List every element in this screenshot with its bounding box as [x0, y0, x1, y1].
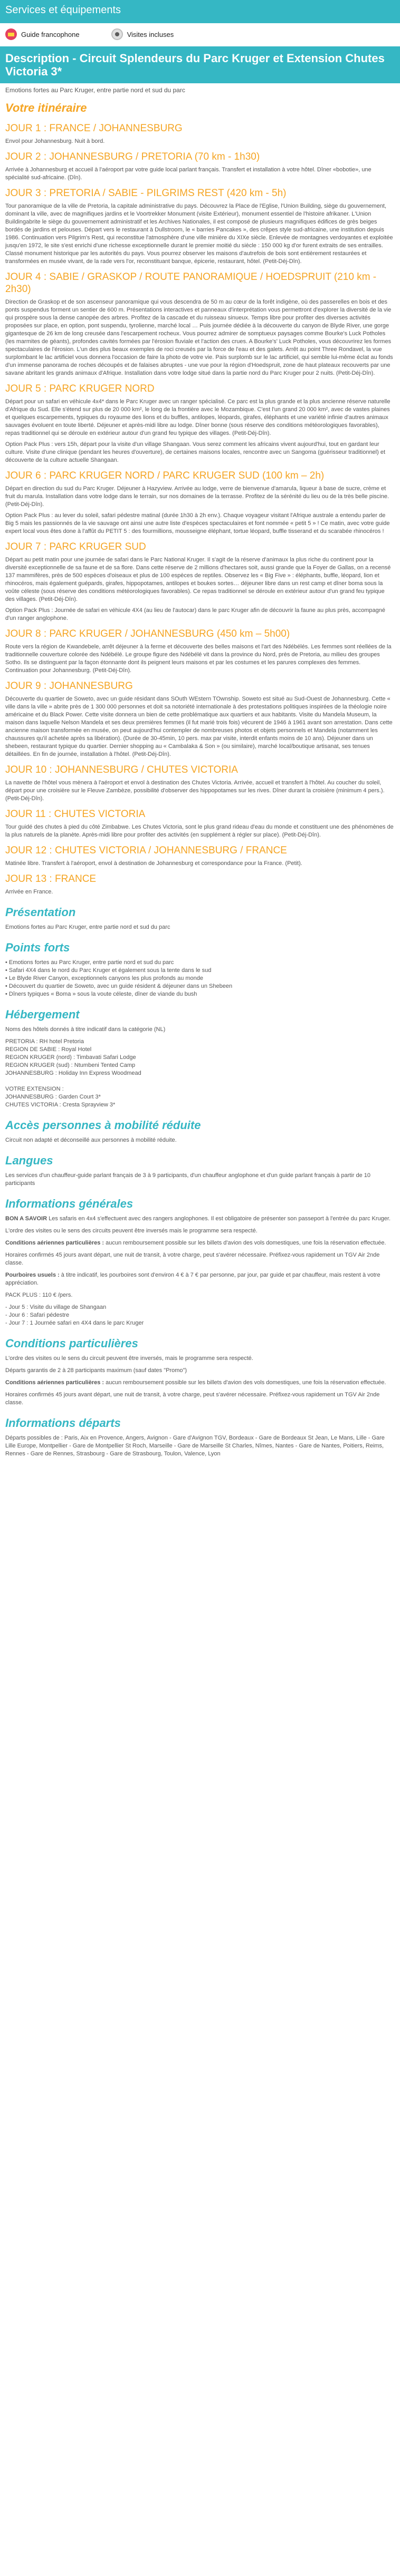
hotel-line: PRETORIA : RH hotel Pretoria [5, 1038, 84, 1045]
info-paragraph [5, 1271, 395, 1287]
info-paragraph [5, 1391, 395, 1407]
itinerary-day [0, 187, 400, 266]
day-title: JOUR 6 : PARC KRUGER NORD / PARC KRUGER SUD (100 km – 2h) [5, 470, 325, 481]
itinerary-day [0, 470, 400, 536]
info-paragraph [5, 1355, 395, 1363]
info-paragraph [5, 1215, 395, 1223]
langues-heading: Langues [5, 1154, 53, 1167]
infos-block [0, 1215, 400, 1327]
langues-text: Les services d'un chauffeur-guide parlant français de 3 à 9 participants, d'un chauffeur anglophone et d'un guide parlant français à partir de 10 participants [5, 1172, 371, 1187]
info-paragraph [5, 1291, 395, 1299]
itinerary-day [0, 628, 400, 675]
day-paragraph: Direction de Graskop et de son ascenseur panoramique qui vous descendra de 50 m au cœur de la forêt indigène, où des passerelles en bois et des ponts suspendus forment un sentier de 600 m. Présentations interactives et panneaux d'interprétation vous permettront d'explorer la diversité de la vie qui prospère sous la dense canopée des arbres. Profitez de la cascade et du ruisseau sinueux. Temps libre pour profiter des diverses activités proposées sur place, en option, pont suspendu, tyrolienne, marché local … Puis journée dédiée à la découverte du canyon de Blyde River, une gorge gigantesque de 26 km de long creusée dans l'escarpement rocheux. Vous pourrez admirer de somptueux paysages comme Bourke's Luck Potholes (les marmites de géants), profondes cavités formées par l'érosion fluviale et l'action des crues. A Bourke's' Luck Potholes, vous découvrirez les formes spectaculaires de l'érosion. L'un des plus beaux exemples de roci creusés par la force de l'eau et des galets. Arrêt au point Three Rondavel, la vue surplombant le lac artificiel vous donnera l'occasion de faire la photo de votre vie. Pais surplomb sur le lac artificiel, qui semble lui-même éclat au fonds d'un immense panorama de roches découpés et de falaises abruptes - une vue pour la région d'Hoedspruit, zone de haut plateaux recouverts par une savane abritant les grands animaux d'Afrique. Installation dans votre lodge situé dans la partie nord du Parc Kruger pour 2 nuits. (Petit-Déj-Dîn). [5, 299, 393, 376]
services-list [0, 23, 400, 46]
points-forts-list [0, 959, 400, 998]
infos-heading: Informations générales [5, 1197, 134, 1210]
day-title: JOUR 12 : CHUTES VICTORIA / JOHANNESBURG / FRANCE [5, 845, 287, 856]
itinerary-day [0, 151, 400, 182]
info-text: aucun remboursement possible sur les billets d'avion des vols domestiques, une fois la réservation effectuée. [106, 1240, 386, 1246]
hotel-line: JOHANNESBURG : Garden Court 3* [5, 1094, 101, 1100]
day-paragraph: Départ pour un safari en véhicule 4x4* dans le Parc Kruger avec un ranger spécialisé. Ce parc est la plus grande et la plus ancienne réserve naturelle d'Afrique du Sud. Elle s'étend sur plus de 20 000 km², le long de la frontière avec le Mozambique. C'est l'un grand 20 000 km², avec de vastes plaines et quelques escarpements, typiques du royaume des lions et du buffles, antilopes, léopards, girafes, éléphants et une variété infinie d'autres animaux sauvages évoluent en toute liberté. Déjeuner et après-midi libre au lodge. Dîner bonne (sous réserve des conditions météorologiques favorables), repas traditionnel qui se déroule en extérieur autour d'un grand feu typique des villages. (Petit-Déj-Dîn). [5, 398, 391, 436]
day-title: JOUR 5 : PARC KRUGER NORD [5, 383, 155, 394]
departs-text: Départs possibles de : Paris, Aix en Provence, Angers, Avignon - Gare d'Avignon TGV, Bordeaux - Gare de Bordeaux St Jean, Le Mans, Lille - Gare Lille Europe, Montpellier - Gare de Montpellier St Roch, Marseille - Gare de Marseille St Charles, Nîmes, Nantes - Gare de Nantes, Poitiers, Reims, Rennes - Gare de Rennes, Strasbourg - Gare de Strasbourg, Toulon, Valence, Lyon [5, 1435, 385, 1457]
info-text: Les safaris en 4x4 s'effectuent avec des rangers anglophones. Il est obligatoire de présenter son passeport à l'entrée du parc Kruger. [49, 1216, 391, 1222]
info-text: PACK PLUS : 110 € /pers. [5, 1292, 73, 1298]
day-paragraph: Arrivée à Johannesburg et accueil à l'aéroport par votre guide local parlant français. Transfert et installation à votre hôtel. Dîner «bobotie», une spécialité sud-africaine. (Dîn). [5, 167, 372, 181]
day-title: JOUR 3 : PRETORIA / SABIE - PILGRIMS REST (420 km - 5h) [5, 188, 287, 199]
services-banner: Services et équipements [0, 0, 400, 23]
list-item: • Le Blyde River Canyon, exceptionnels canyons les plus profonds au monde [5, 975, 395, 983]
itinerary-day [0, 271, 400, 377]
info-label: BON A SAVOIR [5, 1216, 47, 1222]
day-paragraph: Départ en direction du sud du Parc Kruger. Déjeuner à Hazyview. Arrivée au lodge, verre de bienvenue d'amarula, liqueur à base de sucre, crème et fruit du marula. Installation dans votre lodge dans le terrain, sur nos domaines de la terrasse. Profitez de la sérénité du lieu ou de la très belle piscine. (Petit-Déj-Dîn). [5, 485, 389, 508]
list-item: • Découvert du quartier de Soweto, avec un guide résident & déjeuner dans un Shebeen [5, 983, 395, 990]
info-text: L'ordre des visites ou le sens des circuits peuvent être inversés mais le programme sera respecté. [5, 1228, 258, 1234]
hotel-line: CHUTES VICTORIA : Cresta Sprayview 3* [5, 1102, 116, 1108]
day-title: JOUR 1 : FRANCE / JOHANNESBURG [5, 123, 183, 134]
presentation-heading: Présentation [5, 906, 76, 919]
service-visits-label: Visites incluses [127, 30, 174, 38]
info-paragraph [5, 1239, 395, 1247]
hebergement-lines [5, 1038, 395, 1109]
day-title: JOUR 2 : JOHANNESBURG / PRETORIA (70 km - 1h30) [5, 151, 260, 162]
itinerary-day [0, 680, 400, 759]
mobilite-heading: Accès personnes à mobilité réduite [5, 1119, 201, 1132]
visits-icon [111, 28, 123, 40]
hotel-line: REGION KRUGER (sud) : Ntumbeni Tented Camp [5, 1062, 136, 1068]
info-text: à titre indicatif, les pourboires sont d'environ 4 € à 7 € par personne, par jour, par guide et par chauffeur, mais restent à votre appréciation. [5, 1272, 380, 1286]
hotel-line: VOTRE EXTENSION : [5, 1086, 64, 1092]
hebergement-intro: Noms des hôtels donnés à titre indicatif dans la catégorie (NL) [5, 1026, 166, 1033]
list-item: • Emotions fortes au Parc Kruger, entre partie nord et sud du parc [5, 959, 395, 967]
day-paragraph: Matinée libre. Transfert à l'aéroport, envol à destination de Johannesburg et correspondance pour la France. (Petit). [5, 860, 302, 867]
info-label: Conditions aériennes particulières : [5, 1379, 104, 1386]
itinerary-day [0, 541, 400, 623]
points-forts-heading: Points forts [5, 941, 70, 954]
info-paragraph [5, 1251, 395, 1267]
service-visits [111, 28, 174, 40]
day-paragraph: Arrivée en France. [5, 889, 53, 895]
info-text: - Jour 5 : Visite du village de Shangaan - Jour 6 : Safari pédestre - Jour 7 : 1 Journée safari en 4X4 dans le parc Kruger [5, 1304, 144, 1326]
day-paragraph: La navette de l'hôtel vous mènera à l'aéroport et envol à destination des Chutes Victoria. Arrivée, accueil et transfert à l'hôtel. Au coucher du soleil, départ pour une croisière sur le Fleuve Zambèze, possibilité d'observer des hippopotames sur les rives. Dîner durant la croisière (minimum 4 pers.). (Petit-Déj-Dîn). [5, 780, 385, 802]
guide-icon [5, 28, 17, 40]
day-paragraph: Route vers la région de Kwandebele, arrêt déjeuner à la ferme et découverte des belles maisons et l'art des Ndébélés. Les femmes sont réellées de la traditionnelle couverture colorée des Ndébélé. Le groupe figure des Ndébélé vit dans la province du Nord, près de Pretoria, au milieu des groupes Sotho. Ils se distinguent par la façon étonnante dont ils peignent leurs maisons et par les costumes et les parures complexes des femmes. Continuation pour Johannesburg. (Petit-Déj-Dîn). [5, 644, 392, 674]
itinerary-day [0, 122, 400, 145]
conditions-block [0, 1355, 400, 1407]
itinerary-day [0, 764, 400, 803]
info-paragraph [5, 1227, 395, 1235]
itinerary-heading: Votre itinéraire [5, 101, 87, 114]
day-title: JOUR 13 : FRANCE [5, 873, 97, 884]
conditions-heading: Conditions particulières [5, 1337, 138, 1350]
day-paragraph: Découverte du quartier de Soweto, avec un guide résidant dans SOuth WEstern TOwnship. Soweto est situé au Sud-Ouest de Johannesburg. Cette « ville dans la ville » abrite près de 1 300 000 personnes et doit sa notoriété internationale à des protestations politiques inspirées de la théologie noire américaine et du Black Power. Cette visite donnera un bien de cette problématique aux quartiers et aux habitants. Visite du Mandela Museum, la maison dans laquelle Nelson Mandela et ses deux premières femmes (il fut marié trois fois) vécurent de 1946 à 1961 avant son arrestation. Dans cette ancienne maison transformée en musée, on peut aujourd'hui contempler de nombreuses photos et objets personnels et Mandela (notamment les chaussures qu'il achetée après sa libération). (Durée de 30-45min, 10 pers. max par visite, interdit enfants moins de 10 ans). Déjeuner dans un shebeen, restaurant typique du quartier. Dernier shopping au « Cambalaka & Son » (ou similaire), marché local/boutique artisanat, ses tenues détaillées. En fin de journée, installation à l'hôtel. (Petit-Déj-Dîn). [5, 696, 393, 757]
info-paragraph [5, 1304, 395, 1327]
hotel-line: JOHANNESBURG : Holiday Inn Express Woodmead [5, 1070, 141, 1076]
day-paragraph: Tour guidé des chutes à pied du côté Zimbabwe. Les Chutes Victoria, sont le plus grand rideau d'eau du monde et constituent une des phénomènes de la plus naturels de la planète. Après-midi libre pour profiter des activités (en supplément à régler sur place). (Petit-Déj-Dîn). [5, 824, 394, 838]
day-paragraph: Option Pack Plus : vers 15h, départ pour la visite d'un village Shangaan. Vous serez comment les africains vivent aujourd'hui, tout en gardant leur culture. Visite d'une clinique (pendant les heures d'ouverture), de certaines maisons locales, rencontre avec un Sangoma (guérisseur traditionnel) et découverte de la culture actuelle Shangaan. [5, 441, 386, 463]
list-item: • Dîners typiques « Boma » sous la voute céleste, dîner de viande du bush [5, 990, 395, 998]
info-text: Horaires confirmés 45 jours avant départ, une nuit de transit, à votre charge, peut s'avérer nécessaire. Préfixez-vous rapidement un TGV Air 2nde classe. [5, 1392, 380, 1406]
day-title: JOUR 7 : PARC KRUGER SUD [5, 541, 146, 552]
day-title: JOUR 9 : JOHANNESBURG [5, 681, 133, 692]
day-paragraph: Option Pack Plus : au lever du soleil, safari pédestre matinal (durée 1h30 à 2h env.). Chaque voyageur visitant l'Afrique australe a entendu parler de Big 5 mais les passionnés de la vie sauvage ont ainsi une autre liste d'espèces spectaculaires et font nommée « petit 5 » ! Ce matin, avec votre guide expert local vous êtes done à l'affût du PETIT 5 : des fourmillions, mousseigne éléphant, tortue léopard, buffle tisserand et du scarabée rhinocéros ! [5, 512, 390, 534]
info-text: Départs garantis de 2 à 28 participants maximum (sauf dates "Promo") [5, 1367, 187, 1374]
day-paragraph: Tour panoramique de la ville de Pretoria, la capitale administrative du pays. Découvrez la Place de l'Eglise, l'Union Building, siège du gouvernement, dominant la ville, avec de magnifiques jardins et le Voortrekker Monument (visite Extérieur), monument essentiel de l'histoire afrikaner. L'Union Buildingabrite le siège du gouvernement administratif et les Archives Nationales, il est composé de plusieurs magnifiques édifices de grès beiges bordés de jardins et pelouses. Départ vers le restaurant à Dullstroom, le « barries Pancakes », des crêpes style sud-africaine, une institution depuis 1986. Continuation vers Pilgrim's Rest, qui reconstitue l'atmosphère d'une ville minière du XIXe siècle. Enlevée de montagnes verdoyantes et exploitée jusqu'en 1972, le site s'est enrichi d'une richesse exceptionnelle durant le premier moitié du siècle : 150 000 kg d'or furent extraits de ses entrailles. Classé monument historique par les autorités du pays. Vous pourrez observer les maisons d'autrefois de bois sont entièrement restaurées et transformées en musée vivant, de la rade vers l'or, reconstituant banque, épicerie, restaurant, hôtel. (Petit-Déj-Dîn). [5, 203, 393, 265]
description-title: Description - Circuit Splendeurs du Parc Kruger et Extension Chutes Victoria 3* [0, 46, 400, 83]
service-guide [5, 28, 80, 40]
day-title: JOUR 11 : CHUTES VICTORIA [5, 809, 146, 820]
departs-heading: Informations départs [5, 1416, 121, 1430]
info-text: Horaires confirmés 45 jours avant départ, une nuit de transit, à votre charge, peut s'avérer nécessaire. Préfixez-vous rapidement un TGV Air 2nde classe. [5, 1252, 380, 1266]
day-title: JOUR 4 : SABIE / GRASKOP / ROUTE PANORAMIQUE / HOEDSPRUIT (210 km - 2h30) [5, 271, 377, 295]
presentation-text: Emotions fortes au Parc Kruger, entre partie nord et sud du parc [5, 924, 170, 930]
info-paragraph [5, 1367, 395, 1375]
hotel-line: REGION KRUGER (nord) : Timbavati Safari Lodge [5, 1054, 136, 1061]
mobilite-text: Circuit non adapté et déconseillé aux personnes à mobilité réduite. [5, 1137, 177, 1143]
info-paragraph [5, 1379, 395, 1387]
itinerary-day [0, 844, 400, 868]
itinerary-day [0, 383, 400, 464]
info-text: L'ordre des visites ou le sens du circuit peuvent être inversés, mais le programme sera respecté. [5, 1355, 253, 1362]
hotel-line: REGION DE SABIE : Royal Hotel [5, 1046, 92, 1053]
info-label: Pourboires usuels : [5, 1272, 60, 1278]
info-label: Conditions aériennes particulières : [5, 1240, 104, 1246]
service-guide-label: Guide francophone [21, 30, 80, 38]
hebergement-heading: Hébergement [5, 1008, 80, 1021]
itinerary-day [0, 808, 400, 839]
info-text: aucun remboursement possible sur les billets d'avion des vols domestiques, une fois la réservation effectuée. [106, 1379, 386, 1386]
day-paragraph: Envol pour Johannesburg. Nuit à bord. [5, 138, 105, 144]
day-title: JOUR 10 : JOHANNESBURG / CHUTES VICTORIA [5, 764, 238, 775]
day-title: JOUR 8 : PARC KRUGER / JOHANNESBURG (450 km – 5h00) [5, 628, 290, 639]
day-paragraph: Option Pack Plus : Journée de safari en véhicule 4X4 (au lieu de l'autocar) dans le parc Kruger afin de découvrir la faune au plus près, accompagné d'un ranger anglophone. [5, 607, 385, 621]
itinerary-day [0, 873, 400, 896]
itinerary-days [0, 122, 400, 896]
day-paragraph: Départ au petit matin pour une journée de safari dans le Parc National Kruger. Il s'agit de la réserve d'animaux la plus riche du continent pour la diversité exceptionnelle de sa faune et de sa flore. Dans cette réserve de 2 millions d'hectares soit, aussi grande que la Foyer de Gallas, on a recensé 137 mammifères, près de 500 espèces d'oiseaux et plus de 100 espèces de reptiles. Observez les « Big Five » : éléphants, buffle, léopard, lion et rhinocéros, mais également guépards, girafes, hippopotames, antilopes et boukes sortes… déjeuner libre dans un rest camp et dîner boma sous la voûte céleste (sous réserve des conditions météorologiques favorables). Ce repas traditionnel se déroule en extérieur autour d'un grand feu typique des villages. (Petit-Déj-Dîn). [5, 557, 391, 602]
list-item: • Safari 4X4 dans le nord du Parc Kruger et également sous la tente dans le sud [5, 967, 395, 975]
hotel-line [5, 1077, 395, 1085]
description-intro: Emotions fortes au Parc Kruger, entre partie nord et sud du parc [5, 86, 185, 94]
